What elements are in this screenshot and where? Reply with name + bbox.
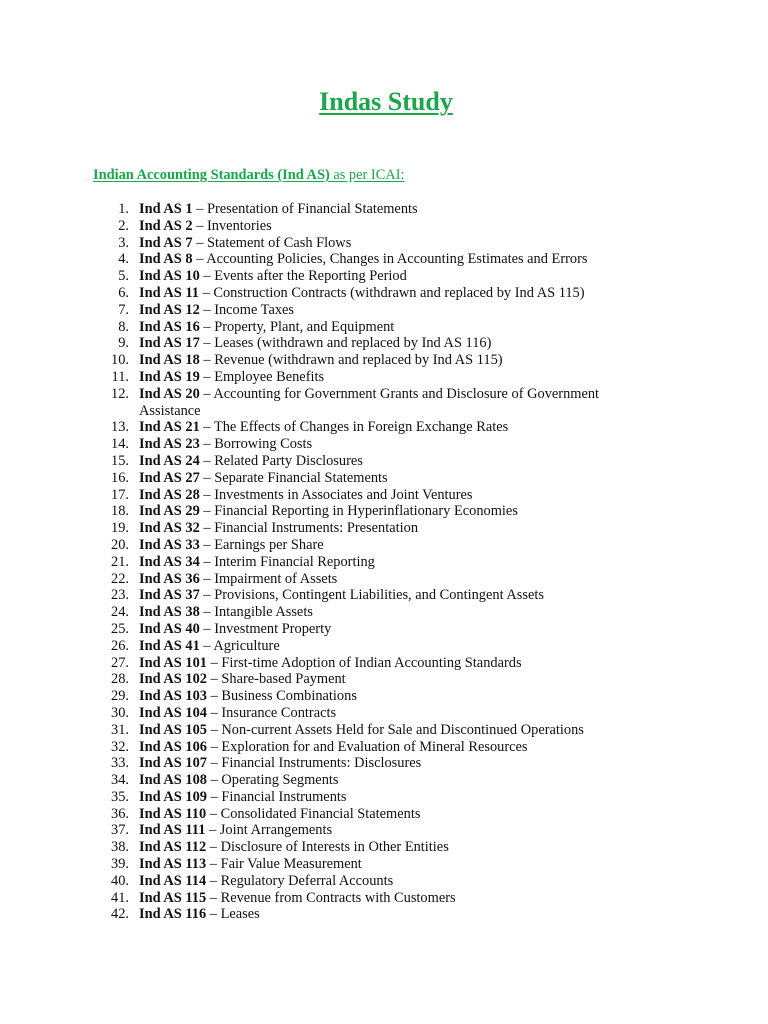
- list-item-text: [139, 638, 659, 655]
- standard-description: Financial Instruments: Presentation: [214, 520, 419, 537]
- list-item-number: 3.: [118, 234, 129, 251]
- list-item-text: [139, 436, 659, 453]
- standard-description: Leases (withdrawn and replaced by Ind AS 116): [214, 335, 492, 352]
- list-item-number: 6.: [118, 284, 129, 301]
- list-item-number: 39.: [111, 856, 129, 873]
- list-item-text: [139, 906, 659, 923]
- standard-description: Disclosure of Interests in Other Entities: [220, 839, 449, 856]
- list-item-number: 28.: [111, 671, 129, 688]
- separator-dash: –: [199, 469, 215, 486]
- list-item: [0, 554, 659, 571]
- list-item: [0, 739, 659, 756]
- list-item-text: [139, 285, 659, 302]
- list-item: [0, 671, 659, 688]
- separator-dash: –: [199, 419, 214, 436]
- standard-description: Operating Segments: [221, 772, 339, 789]
- list-item-text: [139, 386, 659, 420]
- list-item: [0, 839, 659, 856]
- list-item-number: 30.: [111, 704, 129, 721]
- standard-description: Interim Financial Reporting: [214, 553, 375, 570]
- list-item: [0, 688, 659, 705]
- separator-dash: –: [199, 520, 215, 537]
- list-item-number: 25.: [111, 620, 129, 637]
- list-item: [0, 638, 659, 655]
- standard-code: Ind AS 8: [139, 251, 193, 268]
- standard-description: Investments in Associates and Joint Ventures: [214, 486, 473, 503]
- standard-code: Ind AS 109: [139, 788, 207, 805]
- list-item-number: 24.: [111, 604, 129, 621]
- standard-code: Ind AS 40: [139, 620, 200, 637]
- list-item: [0, 655, 659, 672]
- standard-description: Financial Instruments: [221, 788, 347, 805]
- standard-description: Revenue from Contracts with Customers: [220, 889, 456, 906]
- list-item-text: [139, 822, 659, 839]
- section-heading-rest: as per ICAI:: [329, 167, 405, 183]
- list-item-number: 13.: [111, 419, 129, 436]
- separator-dash: –: [199, 436, 215, 453]
- list-item: [0, 890, 659, 907]
- standard-description: Share-based Payment: [221, 671, 346, 688]
- list-item: [0, 218, 659, 235]
- list-item-number: 4.: [118, 251, 129, 268]
- list-item-number: 40.: [111, 872, 129, 889]
- standard-code: Ind AS 27: [139, 469, 200, 486]
- separator-dash: –: [207, 755, 222, 772]
- standard-description: Income Taxes: [214, 301, 295, 318]
- standard-description: Property, Plant, and Equipment: [214, 318, 395, 335]
- list-item: [0, 806, 659, 823]
- list-item: [0, 587, 659, 604]
- standard-description: Revenue (withdrawn and replaced by Ind AS 115): [214, 352, 503, 369]
- standard-description: Investment Property: [214, 620, 332, 637]
- list-item-text: [139, 335, 659, 352]
- list-item: [0, 772, 659, 789]
- list-item-number: 36.: [111, 805, 129, 822]
- list-item: [0, 470, 659, 487]
- list-item-number: 7.: [118, 301, 129, 318]
- standard-code: Ind AS 16: [139, 318, 200, 335]
- standard-code: Ind AS 32: [139, 520, 200, 537]
- standard-code: Ind AS 18: [139, 352, 200, 369]
- list-item: [0, 201, 659, 218]
- standard-code: Ind AS 113: [139, 856, 207, 873]
- separator-dash: –: [207, 654, 222, 671]
- standard-code: Ind AS 111: [139, 822, 206, 839]
- list-item-number: 22.: [111, 570, 129, 587]
- list-item-text: [139, 839, 659, 856]
- list-item: [0, 285, 659, 302]
- standard-description: Consolidated Financial Statements: [220, 805, 421, 822]
- list-item-text: [139, 369, 659, 386]
- list-item-text: [139, 520, 659, 537]
- list-item-text: [139, 621, 659, 638]
- list-item-text: [139, 671, 659, 688]
- standard-description: Insurance Contracts: [221, 704, 337, 721]
- standard-code: Ind AS 114: [139, 872, 207, 889]
- standard-code: Ind AS 104: [139, 704, 207, 721]
- separator-dash: –: [199, 385, 214, 402]
- standards-list: [0, 201, 659, 923]
- list-item-number: 29.: [111, 688, 129, 705]
- standard-code: Ind AS 105: [139, 721, 207, 738]
- standard-code: Ind AS 12: [139, 301, 200, 318]
- list-item: [0, 856, 659, 873]
- separator-dash: –: [206, 872, 221, 889]
- standard-description: Accounting Policies, Changes in Accounting Estimates and Errors: [206, 251, 588, 268]
- list-item: [0, 906, 659, 923]
- standard-code: Ind AS 23: [139, 436, 200, 453]
- list-item-number: 5.: [118, 268, 129, 285]
- list-item-text: [139, 235, 659, 252]
- standard-description: Statement of Cash Flows: [207, 234, 352, 251]
- standard-description: Leases: [220, 906, 260, 923]
- list-item-text: [139, 873, 659, 890]
- list-item-text: [139, 352, 659, 369]
- standard-code: Ind AS 36: [139, 570, 200, 587]
- standard-code: Ind AS 107: [139, 755, 207, 772]
- separator-dash: –: [199, 587, 215, 604]
- list-item-text: [139, 705, 659, 722]
- list-item-number: 2.: [118, 217, 129, 234]
- standard-code: Ind AS 2: [139, 217, 193, 234]
- standard-description: Provisions, Contingent Liabilities, and Contingent Assets: [214, 587, 544, 604]
- separator-dash: –: [199, 352, 215, 369]
- list-item-text: [139, 302, 659, 319]
- standard-code: Ind AS 103: [139, 688, 207, 705]
- standard-code: Ind AS 21: [139, 419, 200, 436]
- list-item: [0, 436, 659, 453]
- list-item: [0, 319, 659, 336]
- list-item-number: 41.: [111, 889, 129, 906]
- separator-dash: –: [199, 570, 215, 587]
- list-item-text: [139, 487, 659, 504]
- standard-description: Separate Financial Statements: [214, 469, 388, 486]
- list-item-text: [139, 587, 659, 604]
- list-item: [0, 487, 659, 504]
- list-item-text: [139, 453, 659, 470]
- list-item-text: [139, 554, 659, 571]
- list-item-text: [139, 251, 659, 268]
- standard-description: Inventories: [207, 217, 272, 234]
- standard-code: Ind AS 20: [139, 385, 200, 402]
- list-item-text: [139, 201, 659, 218]
- section-heading-bold: Indian Accounting Standards (Ind AS): [93, 167, 330, 183]
- list-item: [0, 369, 659, 386]
- list-item-text: [139, 503, 659, 520]
- standard-code: Ind AS 110: [139, 805, 207, 822]
- standard-description: Business Combinations: [221, 688, 357, 705]
- list-item: [0, 352, 659, 369]
- standard-description: First-time Adoption of Indian Accounting Standards: [221, 654, 522, 671]
- separator-dash: –: [206, 906, 221, 923]
- separator-dash: –: [199, 452, 215, 469]
- separator-dash: –: [206, 856, 221, 873]
- list-item-number: 38.: [111, 839, 129, 856]
- list-item-text: [139, 722, 659, 739]
- separator-dash: –: [206, 889, 221, 906]
- standard-code: Ind AS 41: [139, 637, 200, 654]
- list-item-text: [139, 772, 659, 789]
- list-item-text: [139, 319, 659, 336]
- standard-code: Ind AS 37: [139, 587, 200, 604]
- standard-code: Ind AS 106: [139, 738, 207, 755]
- list-item-number: 19.: [111, 520, 129, 537]
- list-item: [0, 537, 659, 554]
- standard-description: Borrowing Costs: [214, 436, 313, 453]
- separator-dash: –: [207, 738, 222, 755]
- list-item-number: 18.: [111, 503, 129, 520]
- standard-description: Impairment of Assets: [214, 570, 338, 587]
- list-item-number: 27.: [111, 654, 129, 671]
- separator-dash: –: [199, 553, 215, 570]
- separator-dash: –: [199, 503, 215, 520]
- list-item-number: 23.: [111, 587, 129, 604]
- list-item-text: [139, 537, 659, 554]
- separator-dash: –: [199, 486, 215, 503]
- list-item-number: 17.: [111, 486, 129, 503]
- standard-description: Financial Instruments: Disclosures: [221, 755, 422, 772]
- separator-dash: –: [199, 318, 215, 335]
- list-item: [0, 571, 659, 588]
- standard-code: Ind AS 28: [139, 486, 200, 503]
- standard-code: Ind AS 112: [139, 839, 207, 856]
- standard-code: Ind AS 33: [139, 536, 200, 553]
- standard-description: Events after the Reporting Period: [214, 268, 407, 285]
- list-item: [0, 268, 659, 285]
- separator-dash: –: [192, 217, 207, 234]
- standard-description: Regulatory Deferral Accounts: [220, 872, 394, 889]
- standard-description: Employee Benefits: [214, 368, 325, 385]
- page-title: Indas Study: [319, 87, 453, 116]
- list-item-number: 1.: [118, 201, 129, 217]
- standard-description: Agriculture: [213, 637, 280, 654]
- list-item-text: [139, 688, 659, 705]
- list-item-number: 42.: [111, 906, 129, 923]
- list-item-number: 32.: [111, 738, 129, 755]
- list-item-number: 37.: [111, 822, 129, 839]
- list-item: [0, 235, 659, 252]
- standard-description: Related Party Disclosures: [214, 452, 363, 469]
- list-item-text: [139, 856, 659, 873]
- list-item-number: 15.: [111, 452, 129, 469]
- list-item: [0, 453, 659, 470]
- separator-dash: –: [199, 604, 215, 621]
- standard-code: Ind AS 38: [139, 604, 200, 621]
- standard-description: Fair Value Measurement: [220, 856, 362, 873]
- list-item: [0, 335, 659, 352]
- standard-description: Joint Arrangements: [219, 822, 333, 839]
- standard-description: Exploration for and Evaluation of Mineral Resources: [221, 738, 528, 755]
- list-item-number: 9.: [118, 335, 129, 352]
- standard-code: Ind AS 11: [139, 284, 199, 301]
- list-item-number: 33.: [111, 755, 129, 772]
- separator-dash: –: [207, 671, 222, 688]
- separator-dash: –: [192, 251, 207, 268]
- standard-description: The Effects of Changes in Foreign Exchange Rates: [213, 419, 509, 436]
- list-item: [0, 419, 659, 436]
- standard-description: Intangible Assets: [214, 604, 313, 621]
- standard-description: Presentation of Financial Statements: [207, 201, 418, 217]
- standard-code: Ind AS 101: [139, 654, 207, 671]
- list-item-text: [139, 890, 659, 907]
- standard-description: Construction Contracts (withdrawn and replaced by Ind AS 115): [213, 284, 585, 301]
- list-item-text: [139, 655, 659, 672]
- list-item-text: [139, 739, 659, 756]
- list-item-text: [139, 571, 659, 588]
- list-item-number: 11.: [111, 368, 129, 385]
- separator-dash: –: [199, 268, 215, 285]
- separator-dash: –: [207, 688, 222, 705]
- list-item-text: [139, 789, 659, 806]
- list-item-number: 35.: [111, 788, 129, 805]
- separator-dash: –: [206, 805, 221, 822]
- standard-code: Ind AS 116: [139, 906, 207, 923]
- list-item-text: [139, 806, 659, 823]
- separator-dash: –: [206, 839, 221, 856]
- separator-dash: –: [199, 637, 214, 654]
- separator-dash: –: [199, 536, 215, 553]
- list-item-number: 12.: [111, 385, 129, 402]
- standard-code: Ind AS 7: [139, 234, 193, 251]
- list-item: [0, 251, 659, 268]
- list-item-text: [139, 419, 659, 436]
- list-item-number: 26.: [111, 637, 129, 654]
- list-item: [0, 755, 659, 772]
- standard-code: Ind AS 115: [139, 889, 207, 906]
- list-item: [0, 873, 659, 890]
- separator-dash: –: [205, 822, 220, 839]
- list-item-text: [139, 604, 659, 621]
- separator-dash: –: [199, 368, 215, 385]
- standard-code: Ind AS 34: [139, 553, 200, 570]
- standard-code: Ind AS 1: [139, 201, 193, 217]
- list-item-number: 21.: [111, 553, 129, 570]
- standard-code: Ind AS 108: [139, 772, 207, 789]
- list-item: [0, 520, 659, 537]
- standard-code: Ind AS 17: [139, 335, 200, 352]
- standard-code: Ind AS 19: [139, 368, 200, 385]
- list-item-text: [139, 755, 659, 772]
- list-item-number: 10.: [111, 352, 129, 369]
- standard-description: Financial Reporting in Hyperinflationary Economies: [214, 503, 518, 520]
- list-item: [0, 302, 659, 319]
- list-item-number: 14.: [111, 436, 129, 453]
- list-item: [0, 705, 659, 722]
- list-item-number: 8.: [118, 318, 129, 335]
- list-item-number: 31.: [111, 721, 129, 738]
- standard-code: Ind AS 102: [139, 671, 207, 688]
- list-item-text: [139, 268, 659, 285]
- separator-dash: –: [207, 704, 222, 721]
- separator-dash: –: [199, 620, 215, 637]
- separator-dash: –: [192, 201, 207, 217]
- separator-dash: –: [207, 788, 222, 805]
- separator-dash: –: [192, 234, 207, 251]
- section-heading: [93, 166, 404, 184]
- list-item: [0, 621, 659, 638]
- standard-description: Earnings per Share: [214, 536, 324, 553]
- separator-dash: –: [199, 284, 214, 301]
- list-item-number: 34.: [111, 772, 129, 789]
- list-item-number: 16.: [111, 469, 129, 486]
- list-item: [0, 503, 659, 520]
- separator-dash: –: [199, 335, 215, 352]
- list-item: [0, 822, 659, 839]
- standard-code: Ind AS 29: [139, 503, 200, 520]
- list-item: [0, 604, 659, 621]
- list-item: [0, 386, 659, 420]
- standard-description: Non-current Assets Held for Sale and Discontinued Operations: [221, 721, 584, 738]
- standard-code: Ind AS 24: [139, 452, 200, 469]
- list-item: [0, 722, 659, 739]
- standard-code: Ind AS 10: [139, 268, 200, 285]
- list-item-text: [139, 218, 659, 235]
- list-item-text: [139, 470, 659, 487]
- list-item: [0, 789, 659, 806]
- standard-description: Accounting for Government Grants and Disclosure of Government Assistance: [139, 385, 600, 419]
- separator-dash: –: [207, 721, 222, 738]
- separator-dash: –: [207, 772, 222, 789]
- list-item-number: 20.: [111, 536, 129, 553]
- separator-dash: –: [199, 301, 215, 318]
